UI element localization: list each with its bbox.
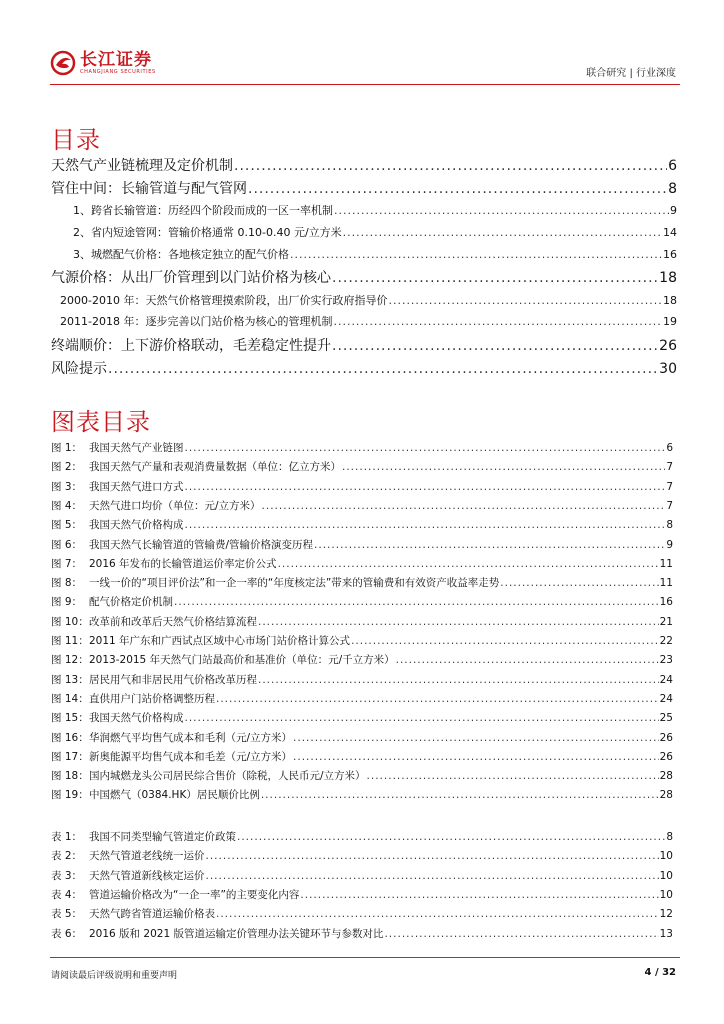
figure-entry[interactable]: 图 4： 天然气进口均价（单位：元/立方米） ..... 7 <box>51 498 673 513</box>
logo-en-text: CHANGJIANG SECURITIES <box>80 68 156 75</box>
figure-entry[interactable]: 图 11： 2011 年广东和广西试点区域中心市场门站价格计算公式 ..... 22 <box>51 633 673 648</box>
figure-entry[interactable]: 图 2： 我国天然气产量和表观消费量数据（单位：亿立方米） ..... 7 <box>51 459 673 474</box>
toc-entry[interactable]: 管住中间：长输管道与配气管网 ..... 8 <box>51 178 677 198</box>
figure-entry[interactable]: 图 8： 一线一价的“项目评价法”和一企一率的“年度核定法”带来的管输费和有效资产收益率走势 ..... 11 <box>51 575 673 590</box>
toc-subentry[interactable]: 2、省内短途管网：管输价格通常 0.10-0.40 元/立方米 ..... 14 <box>73 224 677 240</box>
toc-entry[interactable]: 气源价格：从出厂价管理到以门站价格为核心 ..... 18 <box>51 267 677 287</box>
figure-entry[interactable]: 图 10： 改革前和改革后天然气价格结算流程 ..... 21 <box>51 614 673 629</box>
toc-subentry[interactable]: 1、跨省长输管道：历经四个阶段而成的一区一率机制 ..... 9 <box>73 202 677 218</box>
page-header <box>50 50 680 82</box>
figure-entry[interactable]: 图 9： 配气价格定价机制 ..... 16 <box>51 594 673 609</box>
figure-entry[interactable]: 图 13： 居民用气和非居民用气价格改革历程 ..... 24 <box>51 672 673 687</box>
table-entry[interactable]: 表 2： 天然气管道老线统一运价 ..... 10 <box>51 848 673 863</box>
toc-subentry[interactable]: 2011-2018 年：逐步完善以门站价格为核心的管理机制 ..... 19 <box>60 313 677 329</box>
table-entry[interactable]: 表 5： 天然气跨省管道运输价格表 ..... 12 <box>51 906 673 921</box>
figure-entry[interactable]: 图 5： 我国天然气价格构成 ..... 8 <box>51 517 673 532</box>
logo-cn-text: 长江证券 <box>80 49 152 70</box>
figure-index-title: 图表目录 <box>51 408 151 436</box>
footer-disclaimer: 请阅读最后评级说明和重要声明 <box>51 971 178 981</box>
toc-entry[interactable]: 终端顺价：上下游价格联动，毛差稳定性提升 ..... 26 <box>51 335 677 355</box>
figure-entry[interactable]: 图 3： 我国天然气进口方式 ..... 7 <box>51 479 673 494</box>
table-entry[interactable]: 表 1： 我国不同类型输气管道定价政策 ..... 8 <box>51 829 673 844</box>
figure-entry[interactable]: 图 17： 新奥能源平均售气成本和毛差（元/立方米） ..... 26 <box>51 749 673 764</box>
footer-divider <box>50 957 680 958</box>
table-entry[interactable]: 表 3： 天然气管道新线核定运价 ..... 10 <box>51 868 673 883</box>
figure-entry[interactable]: 图 19： 中国燃气（0384.HK）居民顺价比例 ..... 28 <box>51 787 673 802</box>
figure-entry[interactable]: 图 6： 我国天然气长输管道的管输费/管输价格演变历程 ..... 9 <box>51 537 673 552</box>
page-number: 4 / 32 <box>644 967 676 978</box>
figure-entry[interactable]: 图 18： 国内城燃龙头公司居民综合售价（除税，人民币元/立方米） ..... 28 <box>51 768 673 783</box>
figure-entry[interactable]: 图 15： 我国天然气价格构成 ..... 25 <box>51 710 673 725</box>
toc-title: 目录 <box>51 126 101 154</box>
header-divider <box>50 84 680 85</box>
figure-entry[interactable]: 图 14： 直供用户门站价格调整历程 ..... 24 <box>51 691 673 706</box>
figure-entry[interactable]: 图 1： 我国天然气产业链图 ..... 6 <box>51 440 673 455</box>
toc-entry[interactable]: 天然气产业链梳理及定价机制 ..... 6 <box>51 155 677 175</box>
report-category: 联合研究 | 行业深度 <box>586 68 676 79</box>
company-logo <box>50 50 156 76</box>
logo-icon <box>50 50 76 76</box>
toc-subentry[interactable]: 2000-2010 年：天然气价格管理摸索阶段，出厂价实行政府指导价 ..... 18 <box>60 292 677 308</box>
toc-entry[interactable]: 风险提示 ..... 30 <box>51 358 677 378</box>
figure-entry[interactable]: 图 12： 2013-2015 年天然气门站最高价和基准价（单位：元/千立方米） ..... 23 <box>51 652 673 667</box>
figure-entry[interactable]: 图 16： 华润燃气平均售气成本和毛利（元/立方米） ..... 26 <box>51 730 673 745</box>
table-entry[interactable]: 表 4： 管道运输价格改为“一企一率”的主要变化内容 ..... 10 <box>51 887 673 902</box>
toc-subentry[interactable]: 3、城燃配气价格：各地核定独立的配气价格 ..... 16 <box>73 246 677 262</box>
figure-entry[interactable]: 图 7： 2016 年发布的长输管道运价率定价公式 ..... 11 <box>51 556 673 571</box>
table-entry[interactable]: 表 6： 2016 版和 2021 版管道运输定价管理办法关键环节与参数对比 ..... 13 <box>51 926 673 941</box>
